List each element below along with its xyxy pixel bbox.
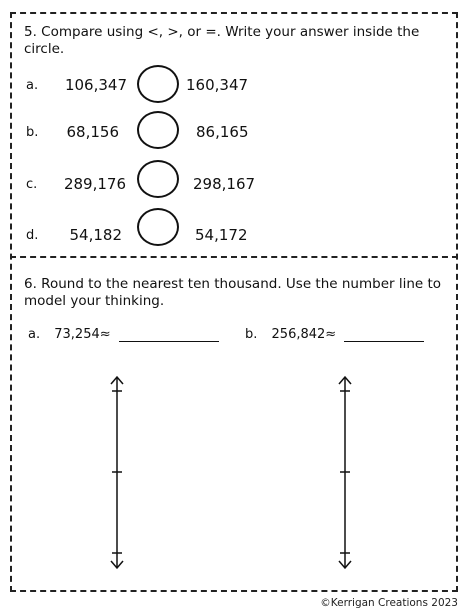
copyright-text: ©Kerrigan Creations 2023	[320, 597, 458, 609]
section-divider	[10, 256, 458, 258]
round-item-b	[245, 327, 424, 342]
round-letter: a.	[28, 327, 41, 342]
answer-circle[interactable]	[137, 65, 179, 103]
right-number: 86,165	[196, 123, 249, 141]
round-expression: 256,842≈	[271, 327, 337, 342]
row-letter: b.	[26, 125, 39, 140]
number-line-b[interactable]	[335, 375, 355, 570]
left-number: 68,156	[66, 123, 119, 141]
row-letter: d.	[26, 228, 39, 243]
answer-circle[interactable]	[137, 160, 179, 198]
left-number: 54,182	[69, 226, 122, 244]
right-number: 160,347	[186, 76, 249, 94]
q5-prompt: 5. Compare using <, >, or =. Write your answer inside the circle.	[24, 24, 420, 57]
left-number: 106,347	[64, 76, 127, 94]
right-number: 298,167	[193, 175, 256, 193]
round-letter: b.	[245, 327, 258, 342]
row-letter: c.	[26, 177, 38, 192]
answer-blank[interactable]	[344, 329, 424, 342]
row-letter: a.	[26, 78, 39, 93]
left-number: 289,176	[63, 175, 126, 193]
answer-circle[interactable]	[137, 111, 179, 149]
q6-prompt: 6. Round to the nearest ten thousand. Use the number line to model your thinking.	[24, 276, 442, 309]
round-item-a	[28, 327, 219, 342]
number-line-a[interactable]	[107, 375, 127, 570]
right-number: 54,172	[195, 226, 248, 244]
answer-circle[interactable]	[137, 208, 179, 246]
answer-blank[interactable]	[119, 329, 219, 342]
round-expression: 73,254≈	[54, 327, 111, 342]
